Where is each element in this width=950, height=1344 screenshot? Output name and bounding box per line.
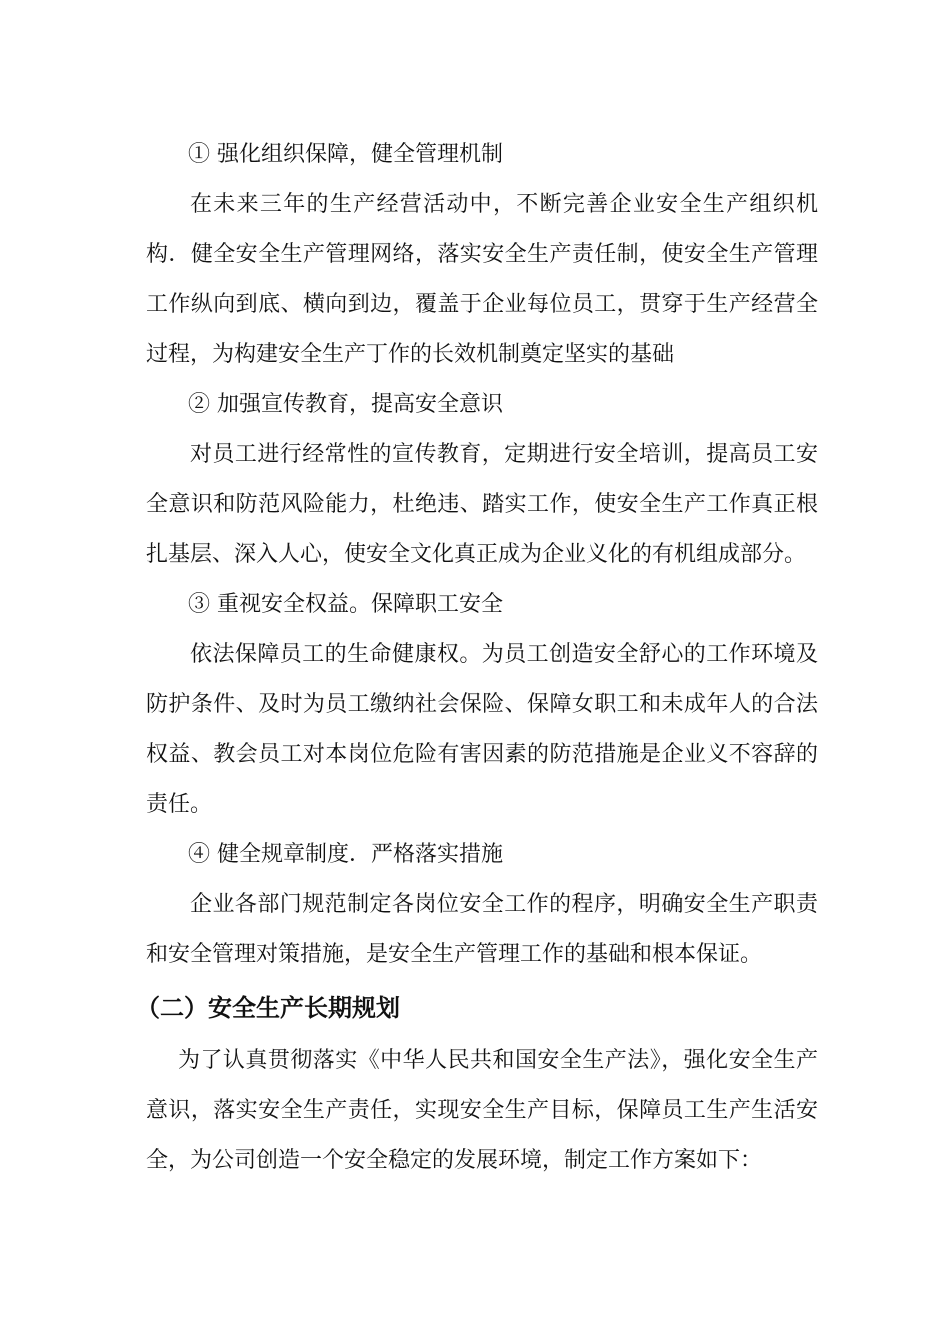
item-heading-2: ② 加强宣传教育，提高安全意识 (188, 392, 503, 417)
item-heading-3: ③ 重视安全权益。保障职工安全 (188, 592, 503, 617)
paragraph-1: 在未来三年的生产经营活动中，不断完善企业安全生产组织机构．健全安全生产管理网络，落实安全生产责任制，使安全生产管理工作纵向到底、横向到边，覆盖于企业每位员工，贯穿于生产经营全过程，为构建安全生产丁作的长效机制奠定坚实的基础 (146, 192, 818, 367)
paragraph-5: 为了认真贯彻落实《中华人民共和国安全生产法》，强化安全生产意识，落实安全生产责任，实现安全生产目标，保障员工生产生活安全，为公司创造一个安全稳定的发展环境，制定工作方案如下： (146, 1048, 818, 1173)
paragraph-3: 依法保障员工的生命健康权。为员工创造安全舒心的工作环境及防护条件、及时为员工缴纳社会保险、保障女职工和未成年人的合法权益、教会员工对本岗位危险有害因素的防范措施是企业义不容辞的责任。 (146, 642, 818, 817)
paragraph-2: 对员工进行经常性的宣传教育，定期进行安全培训，提高员工安全意识和防范风险能力，杜绝违、踏实工作，使安全生产工作真正根扎基层、深入人心，使安全文化真正成为企业义化的有机组成部分。 (146, 442, 818, 567)
paragraph-4: 企业各部门规范制定各岗位安全工作的程序，明确安全生产职责和安全管理对策措施，是安全生产管理工作的基础和根本保证。 (146, 892, 818, 967)
item-heading-1: ① 强化组织保障，健全管理机制 (188, 142, 503, 167)
section-title: （二）安全生产长期规划 (136, 993, 400, 1022)
document-body (136, 130, 818, 1186)
item-heading-4: ④ 健全规章制度．严格落实措施 (188, 842, 503, 867)
